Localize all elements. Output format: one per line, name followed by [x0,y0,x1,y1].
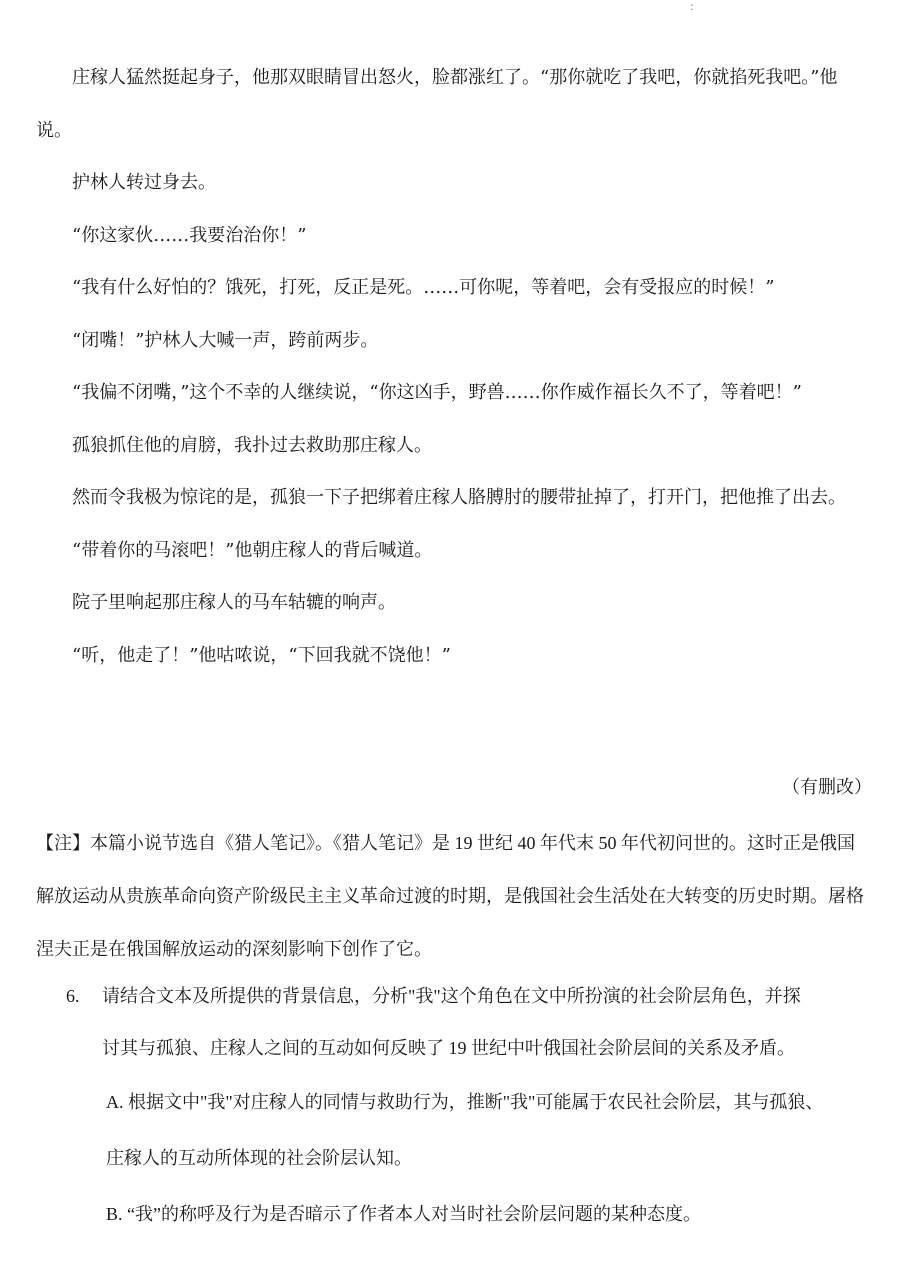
story-paragraph: 护林人转过身去。 [72,172,216,193]
story-paragraph: 然而令我极为惊诧的是，孤狼一下子把绑着庄稼人胳膊肘的腰带扯掉了，打开门，把他推了出去。 [72,487,846,508]
source-attribution: （有删改） [782,777,872,797]
question-stem-text: 请结合文本及所提供的背景信息，分析"我"这个角色在文中所扮演的社会阶层角色，并探 [102,986,801,1006]
story-paragraph: “听，他走了！”他咕哝说，“下回我就不饶他！” [72,644,451,666]
option-b: B. “我”的称呼及行为是否暗示了作者本人对当时社会阶层问题的某种态度。 [106,1204,701,1224]
option-a-continuation: 庄稼人的互动所体现的社会阶层认知。 [106,1148,412,1168]
question-6 [66,970,874,1242]
story-paragraph: “我有什么好怕的？饿死，打死，反正是死。……可你呢，等着吧，会有受报应的时候！” [72,277,775,298]
page-marker: : [690,0,694,13]
story-paragraph: 院子里响起那庄稼人的马车轱辘的响声。 [72,592,396,613]
question-number: 6. [66,986,80,1006]
story-paragraph: “带着你的马滚吧！”他朝庄稼人的背后喊道。 [72,539,433,561]
story-paragraph: 庄稼人猛然挺起身子，他那双眼睛冒出怒火，脸都涨红了。“那你就吃了我吧，你就掐死我吧。”他说。 [36,67,838,141]
option-a-line: A. 根据文中"我"对庄稼人的同情与救助行为，推断"我"可能属于农民社会阶层，其与孤狼、 [106,1092,824,1112]
story-paragraph: “你这家伙……我要治治你！” [72,224,307,246]
story-paragraph: “闭嘴！”护林人大喊一声，跨前两步。 [72,329,379,351]
background-note: 【注】本篇小说节选自《猎人笔记》。《猎人笔记》是 19 世纪 40 年代末 50 年代初问世的。这时正是俄国解放运动从贵族革命向资产阶级民主主义革命过渡的时期，是俄国社会生活处在大转变的历史时期。屠格涅夫正是在俄国解放运动的深刻影响下创作了它。 [36,833,864,959]
story-paragraph: 孤狼抓住他的肩膀，我扑过去救助那庄稼人。 [72,434,432,456]
question-stem-line [66,970,874,1022]
story-paragraph: “我偏不闭嘴，”这个不幸的人继续说，“你这凶手，野兽……你作威作福长久不了，等着吧！” [72,382,802,403]
question-stem-continuation: 讨其与孤狼、庄稼人之间的互动如何反映了 19 世纪中叶俄国社会阶层间的关系及矛盾。 [102,1038,795,1058]
story-excerpt [36,52,872,682]
